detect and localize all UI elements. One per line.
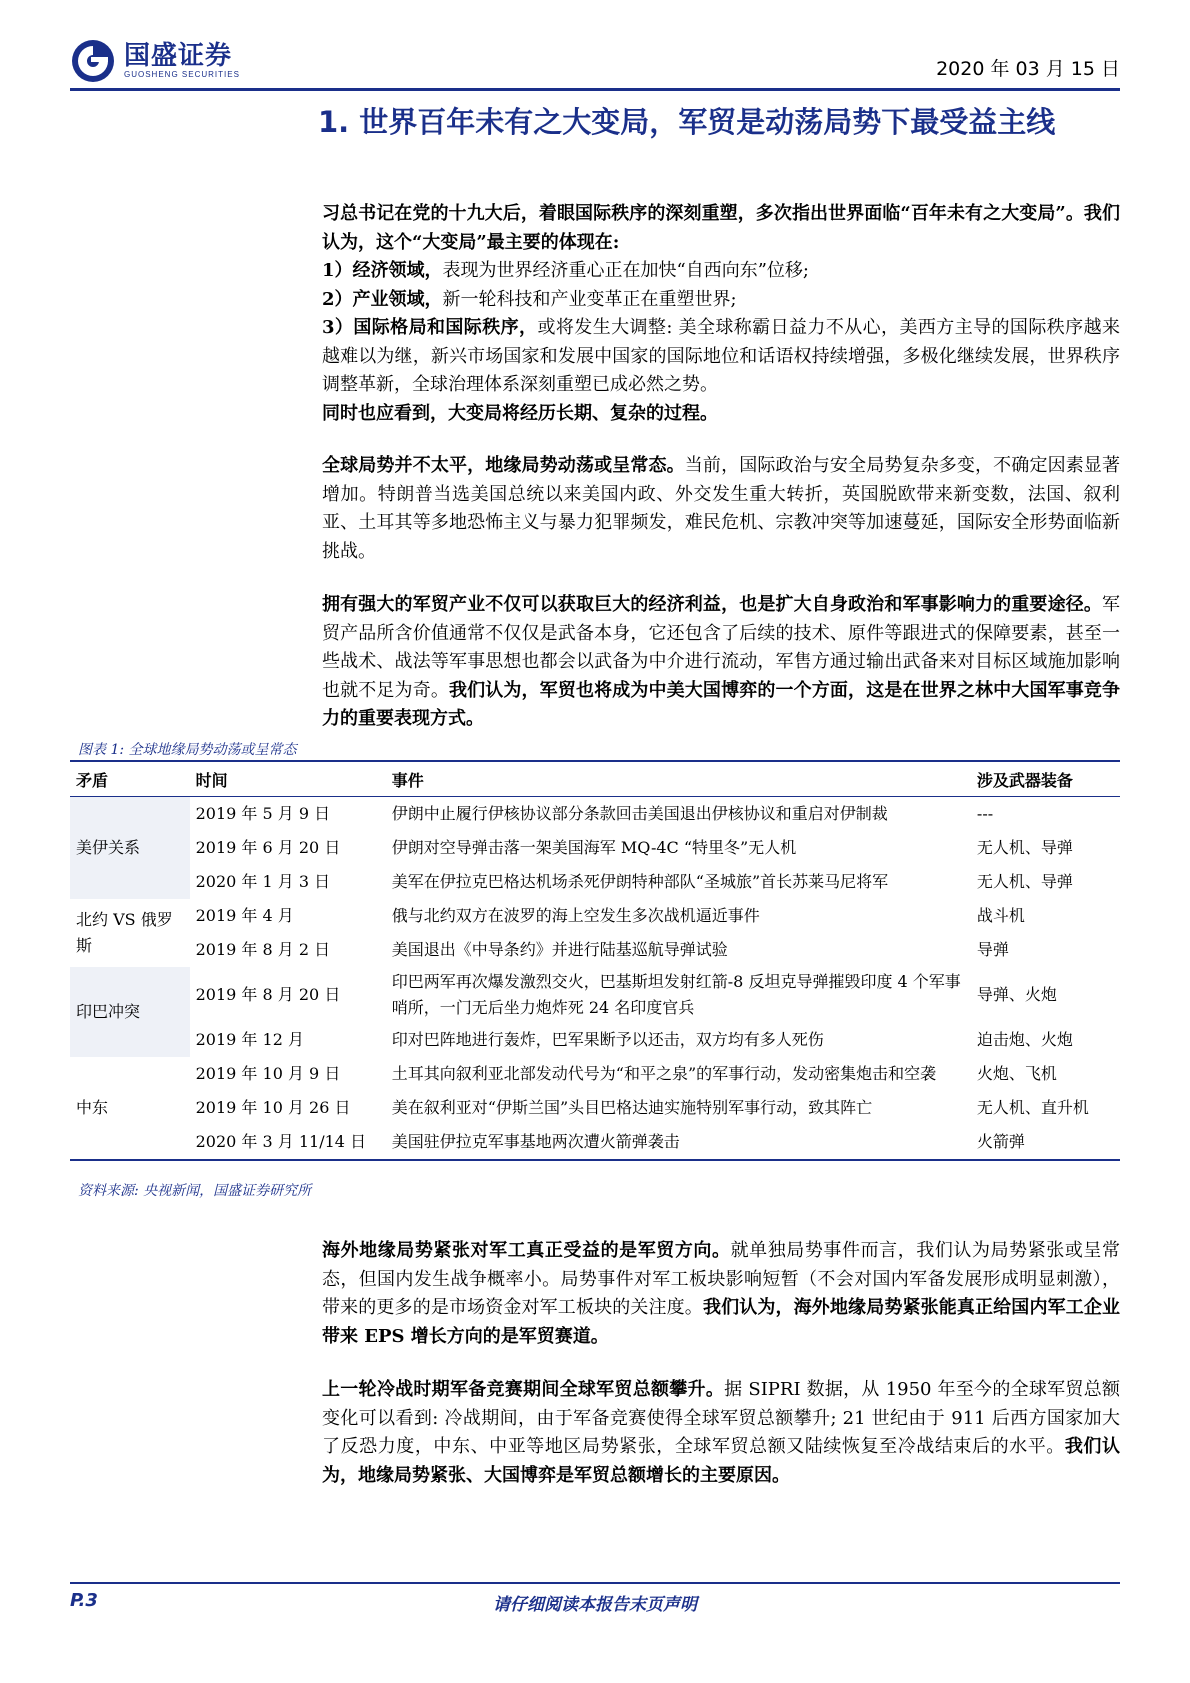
section-big-change (322, 200, 1120, 428)
row-weapons: 导弹 (976, 940, 1009, 959)
footer-divider (70, 1582, 1120, 1584)
guosheng-logo-icon (70, 38, 116, 84)
row-event: 美军在伊拉克巴格达机场杀死伊朗特种部队“圣城旅”首长苏莱马尼将军 (391, 872, 889, 891)
table-row (70, 1091, 1120, 1125)
table-row (70, 967, 1120, 1023)
section-cold-war (322, 1376, 1120, 1490)
item2-label: 2）产业领域， (322, 288, 443, 310)
table-row (70, 831, 1120, 865)
item3-label: 3）国际格局和国际秩序， (322, 317, 538, 338)
sec3-tail: 我们认为，军贸也将成为中美大国博弈的一个方面，这是在世界之林中大国军事竞争力的重要表现方式。 (322, 679, 1121, 729)
row-weapons: 无人机、导弹 (976, 872, 1073, 891)
brand-logo (70, 36, 240, 86)
row-time: 2019 年 10 月 9 日 (195, 1064, 341, 1083)
row-time: 2019 年 4 月 (195, 906, 294, 925)
sec2-lead: 全球局势并不太平，地缘局势动荡或呈常态。 (322, 455, 685, 476)
table-row (70, 1023, 1120, 1057)
row-event: 印巴两军再次爆发激烈交火，巴基斯坦发射红箭-8 反坦克导弹摧毁印度 4 个军事哨所，一门无后坐力炮炸死 24 名印度官兵 (391, 972, 961, 1017)
page-header (70, 36, 1120, 86)
sec2-text: 当前，国际政治与安全局势复杂多变，不确定因素显著增加。特朗普当选美国总统以来美国内政、外交发生重大转折，英国脱欧带来新变数，法国、叙利亚、土耳其等多地恐怖主义与暴力犯罪频发，难民危机、宗教冲突等加速蔓延，国际安全形势面临新挑战。 (322, 455, 1121, 562)
row-event: 美国驻伊拉克军事基地两次遭火箭弹袭击 (391, 1132, 680, 1151)
header-weapons: 涉及武器装备 (976, 770, 1073, 790)
sec3-lead: 拥有强大的军贸产业不仅可以获取巨大的经济利益，也是扩大自身政治和军事影响力的重要途径。 (322, 594, 1102, 615)
row-weapons: 导弹、火炮 (976, 985, 1057, 1004)
row-time: 2019 年 10 月 26 日 (195, 1098, 351, 1117)
row-event: 伊朗对空导弹击落一架美国海军 MQ-4C “特里冬”无人机 (391, 838, 797, 857)
events-table (70, 760, 1120, 1161)
section-arms-trade (322, 591, 1120, 734)
row-event: 印对巴阵地进行轰炸，巴军果断予以还击，双方均有多人死伤 (391, 1030, 824, 1049)
sec3-text: 军贸产品所含价值通常不仅仅是武备本身，它还包含了后续的技术、原件等跟进式的保障要素，甚至一些战术、战法等军事思想也都会以武备为中介进行流动，军售方通过输出武备来对目标区域施加影响也就不足为奇。 (322, 594, 1120, 701)
table-row (70, 899, 1120, 933)
row-event: 土耳其向叙利亚北部发动代号为“和平之泉”的军事行动，发动密集炮击和空袭 (391, 1064, 937, 1083)
section-title: 1. 世界百年未有之大变局，军贸是动荡局势下最受益主线 (318, 105, 1056, 139)
table-row (70, 865, 1120, 899)
sec5-tail: 我们认为，地缘局势紧张、大国博弈是军贸总额增长的主要原因。 (322, 1436, 1121, 1486)
table-row (70, 1125, 1120, 1160)
row-weapons: 战斗机 (976, 906, 1025, 925)
brand-name-cn: 国盛证券 (124, 41, 233, 71)
row-time: 2019 年 5 月 9 日 (195, 804, 331, 823)
row-time: 2019 年 6 月 20 日 (195, 838, 341, 857)
brand-name-en: GUOSHENG SECURITIES (124, 70, 240, 79)
row-time: 2020 年 3 月 11/14 日 (195, 1132, 367, 1151)
group-middle-east: 中东 (76, 1098, 109, 1117)
table-row (70, 797, 1120, 832)
row-weapons: 火炮、飞机 (976, 1064, 1057, 1083)
sec4-text: 就单独局势事件而言，我们认为局势紧张或呈常态，但国内发生战争概率小。局势事件对军工板块影响短暂（不会对国内军备发展形成明显刺激），带来的更多的是市场资金对军工板块的关注度。 (322, 1240, 1121, 1318)
row-weapons: 火箭弹 (976, 1132, 1025, 1151)
item1-label: 1）经济领域， (322, 260, 443, 281)
header-event: 事件 (391, 770, 424, 790)
table-header-row (70, 761, 1120, 797)
conclusion-text: 同时也应看到，大变局将经历长期、复杂的过程。 (322, 402, 718, 424)
header-divider (70, 88, 1120, 91)
group-us-iran: 美伊关系 (70, 797, 190, 900)
header-time: 时间 (195, 770, 228, 790)
table-row (70, 1057, 1120, 1091)
figure-source: 资料来源: 央视新闻，国盛证券研究所 (78, 1183, 312, 1199)
group-india-pakistan: 印巴冲突 (70, 967, 190, 1057)
row-weapons: 无人机、直升机 (976, 1098, 1089, 1117)
footer-disclaimer: 请仔细阅读本报告末页声明 (493, 1595, 697, 1615)
row-event: 美在叙利亚对“伊斯兰国”头目巴格达迪实施特别军事行动，致其阵亡 (391, 1098, 873, 1117)
table-row (70, 933, 1120, 967)
item3-text: 或将发生大调整: 美全球称霸日益力不从心，美西方主导的国际秩序越来越难以为继，新兴市场国家和发展中国家的国际地位和话语权持续增强，多极化继续发展，世界秩序调整革新，全球治理体系深刻重塑已成必然之势。 (322, 317, 1120, 395)
sec5-lead: 上一轮冷战时期军备竞赛期间全球军贸总额攀升。 (322, 1379, 725, 1400)
section-geopolitics (322, 452, 1120, 566)
sec5-text: 据 SIPRI 数据，从 1950 年至今的全球军贸总额变化可以看到: 冷战期间，由于军备竞赛使得全球军贸总额攀升; 21 世纪由于 911 后西方国家加大了反恐力度，中东、中亚等地区局势紧张，全球军贸总额又陆续恢复至冷战结束后的水平。 (322, 1379, 1120, 1457)
row-time: 2019 年 12 月 (195, 1030, 304, 1049)
row-event: 美国退出《中导条约》并进行陆基巡航导弹试验 (391, 940, 728, 959)
item1-text: 表现为世界经济重心正在加快“自西向东”位移; (442, 260, 809, 281)
row-time: 2019 年 8 月 2 日 (195, 940, 331, 959)
row-weapons: 无人机、导弹 (976, 838, 1073, 857)
section-military-trade-benefit (322, 1237, 1120, 1351)
row-event: 俄与北约双方在波罗的海上空发生多次战机逼近事件 (391, 906, 760, 925)
sec4-lead: 海外地缘局势紧张对军工真正受益的是军贸方向。 (322, 1240, 731, 1261)
row-weapons: 迫击炮、火炮 (976, 1030, 1073, 1049)
header-conflict: 矛盾 (76, 770, 109, 790)
page-number: P.3 (70, 1590, 98, 1611)
row-time: 2019 年 8 月 20 日 (195, 985, 341, 1004)
intro-text: 习总书记在党的十九大后，着眼国际秩序的深刻重塑，多次指出世界面临“百年未有之大变局”。我们认为，这个“大变局”最主要的体现在: (322, 203, 1120, 253)
report-date: 2020 年 03 月 15 日 (936, 58, 1120, 80)
row-time: 2020 年 1 月 3 日 (195, 872, 331, 891)
sec4-tail: 我们认为，海外地缘局势紧张能真正给国内军工企业带来 EPS 增长方向的是军贸赛道。 (322, 1297, 1121, 1347)
row-weapons: --- (976, 804, 994, 823)
item2-text: 新一轮科技和产业变革正在重塑世界; (442, 288, 737, 310)
row-event: 伊朗中止履行伊核协议部分条款回击美国退出伊核协议和重启对伊制裁 (391, 804, 888, 823)
group-nato-russia: 北约 VS 俄罗斯 (76, 910, 173, 955)
figure-title: 图表 1: 全球地缘局势动荡或呈常态 (78, 742, 297, 758)
